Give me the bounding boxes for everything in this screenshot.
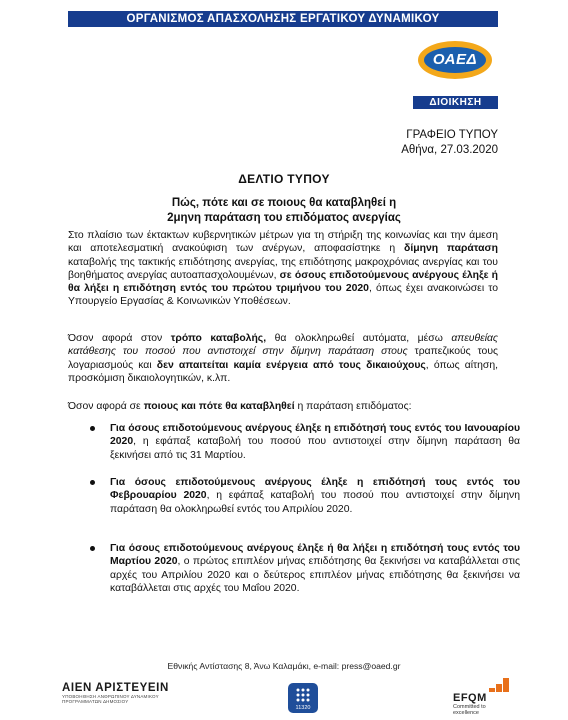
aien-logo-name: ΑΙΕΝ ΑΡΙΣΤΕΥΕΙΝ: [62, 682, 169, 694]
p1-text-1: Στο πλαίσιο των έκτακτων κυβερνητικών μέτρων για τη στήριξη της κοινωνίας και την άμεση και αποτελεσματική ανακούφιση των ανέργων, αποφασίστηκε η: [68, 230, 498, 255]
p3-text-2: η παράταση επιδόματος:: [294, 401, 412, 412]
bullet-3-text: , ο πρώτος επιπλέον μήνας επιδότησης θα ξεκινήσει να καταβάλλεται στις αρχές του Απριλίου 2020 και ο δεύτερος επιπλέον μήνας επιδότησης θα ξεκινήσει να καταβάλλεται στις αρχές του Μαΐου 2020.: [110, 556, 520, 594]
list-item: [88, 422, 520, 462]
p1-text-3: , όπως έχει ανακοινώσει το Υπουργείο Εργασίας & Κοινωνικών Υποθέσεων.: [68, 283, 499, 308]
p2-text-3: τραπεζικούς τους λογαριασμούς και: [68, 346, 499, 371]
bullet-1-text: , η εφάπαξ καταβολή του ποσού που αντιστοιχεί στην δίμηνη παράταση θα ξεκινήσει από τις 31 Μαρτίου.: [110, 436, 520, 461]
phone-number: 11320: [295, 705, 311, 711]
document-title: ΔΕΛΤΙΟ ΤΥΠΟΥ: [238, 172, 330, 186]
press-office-label: ΓΡΑΦΕΙΟ ΤΥΠΟΥ: [406, 129, 498, 141]
p1-bold-1: δίμηνη παράταση: [404, 243, 498, 255]
list-item: [88, 476, 520, 516]
p2-bold-1: τρόπο καταβολής,: [170, 333, 267, 344]
footer-address: Εθνικής Αντίστασης 8, Άνω Καλαμάκι, e-mail: press@oaed.gr: [167, 661, 401, 671]
logo-text: ΟΑΕΔ: [424, 47, 486, 73]
p1-bold-2: σε όσους επιδοτούμενους ανέργους έληξε ή θα λήξει η επιδότηση εντός του πρώτου τριμήνου του 2020: [68, 269, 498, 295]
list-item: [88, 542, 520, 595]
paragraph-2: [68, 332, 498, 385]
bullet-3-bold: Για όσους επιδοτούμενους ανέργους έληξε ή θα λήξει η επιδότησή τους εντός του Μαρτίου 2020: [110, 543, 520, 568]
department-label: ΔΙΟΙΚΗΣΗ: [413, 96, 498, 109]
phone-keypad-icon: [288, 685, 318, 707]
p2-text-1: Όσον αφορά στον: [68, 333, 171, 344]
oaed-logo: [413, 36, 498, 88]
efqm-logo: [453, 678, 513, 716]
aien-aristeyein-logo: [62, 682, 182, 704]
bullet-1-bold: Για όσους επιδοτούμενους ανέργους έληξε η επιδότησή τους εντός του Ιανουαρίου 2020: [110, 423, 520, 448]
bullet-2-bold: Για όσους επιδοτούμενους ανέργους έληξε η επιδότησή τους εντός του Φεβρουαρίου 2020: [110, 477, 520, 502]
p1-text-2: καταβολής της τακτικής επιδότησης ανεργίας, της επιδότησης μακροχρόνιας ανεργίας και του βοηθήματος ανεργίας αυτοαπασχολουμένων,: [68, 256, 498, 281]
phone-badge: [288, 683, 318, 713]
p2-text-2: θα ολοκληρωθεί αυτόματα, μέσω: [266, 333, 452, 344]
organization-header: ΟΡΓΑΝΙΣΜΟΣ ΑΠΑΣΧΟΛΗΣΗΣ ΕΡΓΑΤΙΚΟΥ ΔΥΝΑΜΙΚΟΥ: [68, 11, 498, 27]
document-subject: [0, 196, 568, 226]
paragraph-3: [68, 400, 498, 413]
efqm-name: EFQM: [453, 692, 487, 704]
bullet-2-text: , η εφάπαξ καταβολή του ποσού που αντιστοιχεί στην δίμηνη παράταση θα ολοκληρωθεί εντός του Απριλίου 2020.: [110, 490, 520, 515]
aien-logo-subtitle: ΥΠΟΒΟΗΘΗΣΗ ΑΝΘΡΩΠΙΝΟΥ ΔΥΝΑΜΙΚΟΥ ΠΡΟΓΡΑΜΜΑΤΩΝ ΔΗΜΟΣΙΟΥ: [62, 694, 159, 704]
p2-italic-1: απευθείας κατάθεσης του ποσού που αντιστοιχεί στην δίμηνη παράταση στους: [68, 333, 498, 358]
efqm-stairs-icon: [489, 678, 511, 692]
paragraph-1: [68, 229, 498, 309]
subject-line-1: Πώς, πότε και σε ποιους θα καταβληθεί η: [171, 197, 397, 209]
logo-oval-icon: [418, 41, 492, 79]
subject-line-2: 2μηνη παράταση του επιδόματος ανεργίας: [167, 212, 401, 224]
press-date: Αθήνα, 27.03.2020: [401, 144, 498, 156]
p2-text-4: , όπως αίτηση, προσκόμιση δικαιολογητικών, κ.λπ.: [68, 359, 498, 384]
p3-bold-1: ποιους και πότε θα καταβληθεί: [143, 401, 295, 412]
efqm-subtitle: Committed to excellence: [453, 704, 486, 716]
p3-text-1: Όσον αφορά σε: [68, 401, 144, 412]
p2-bold-2: δεν απαιτείται καμία ενέργεια από τους δικαιούχους: [156, 359, 426, 371]
press-office-block: [401, 128, 498, 158]
